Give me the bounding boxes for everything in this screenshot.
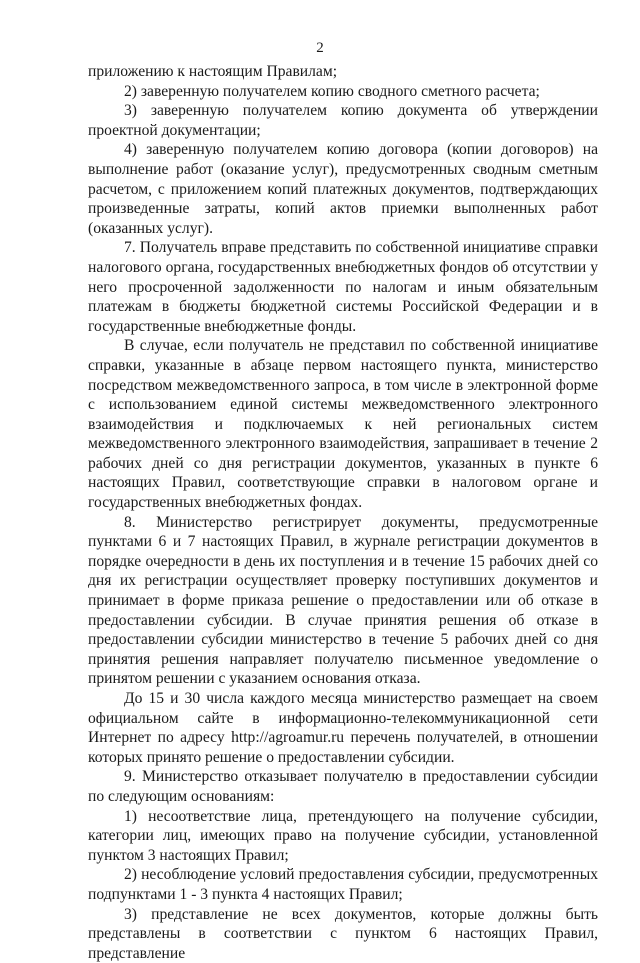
paragraph-0: приложению к настоящим Правилам; xyxy=(88,63,338,80)
paragraph-7: До 15 и 30 числа каждого месяца министерство размещает на своем официальном сайте в информационно-телекоммуникационной сети Интернет по адресу http://agroamur.ru перечень получателей, в отношении которых принято решение о предоставлении субсидии. xyxy=(88,690,598,766)
paragraph-10: 2) несоблюдение условий предоставления субсидии, предусмотренных подпунктами 1 - 3 пункта 4 настоящих Правил; xyxy=(88,866,598,903)
paragraph-3: 4) заверенную получателем копию договора (копии договоров) на выполнение работ (оказание услуг), предусмотренных сводным сметным расчетом, с приложением копий платежных документов, подтверждающих произведенные затраты, копий актов приемки выполненных работ (оказанных услуг). xyxy=(88,141,598,237)
paragraph-1: 2) заверенную получателем копию сводного сметного расчета; xyxy=(124,82,540,100)
paragraph-8: 9. Министерство отказывает получателю в предоставлении субсидии по следующим основаниям: xyxy=(88,768,598,805)
paragraph-9: 1) несоответствие лица, претендующего на получение субсидии, категории лиц, имеющих право на получение субсидии, установленной пунктом 3 настоящих Правил; xyxy=(88,807,598,864)
paragraph-11: 3) представление не всех документов, которые должны быть представлены в соответствии с пунктом 6 настоящих Правил, представление xyxy=(88,905,598,962)
paragraph-6: 8. Министерство регистрирует документы, предусмотренные пунктами 6 и 7 настоящих Правил, в журнале регистрации документов в порядке очередности в день их поступления и в течение 15 рабочих дней со дня их регистрации осуществляет проверку поступивших документов и принимает в форме приказа решение о предоставлении или об отказе в предоставлении субсидии. В случае принятия решения об отказе в предоставлении субсидии министерство в течение 5 рабочих дней со дня принятия решения направляет получателю письменное уведомление о принятом решении с указанием основания отказа. xyxy=(88,513,598,688)
paragraph-4: 7. Получатель вправе представить по собственной инициативе справки налогового органа, государственных внебюджетных фондов об отсутствии у него просроченной задолженности по налогам и иным обязательным платежам в бюджеты бюджетной системы Российской Федерации и в государственные внебюджетные фонды. xyxy=(88,239,598,335)
paragraph-5: В случае, если получатель не представил по собственной инициативе справки, указанные в абзаце первом настоящего пункта, министерство посредством межведомственного запроса, в том числе в электронной форме с использованием единой системы межведомственного электронного взаимодействия и подключаемых к ней региональных систем межведомственного электронного взаимодействия, запрашивает в течение 2 рабочих дней со дня регистрации документов, указанных в пункте 6 настоящих Правил, соответствующие справки в налоговом органе и государственных внебюджетных фондах. xyxy=(88,337,598,512)
document-body xyxy=(88,62,598,963)
page-number: 2 xyxy=(316,40,324,56)
paragraph-2: 3) заверенную получателем копию документа об утверждении проектной документации; xyxy=(88,102,598,139)
